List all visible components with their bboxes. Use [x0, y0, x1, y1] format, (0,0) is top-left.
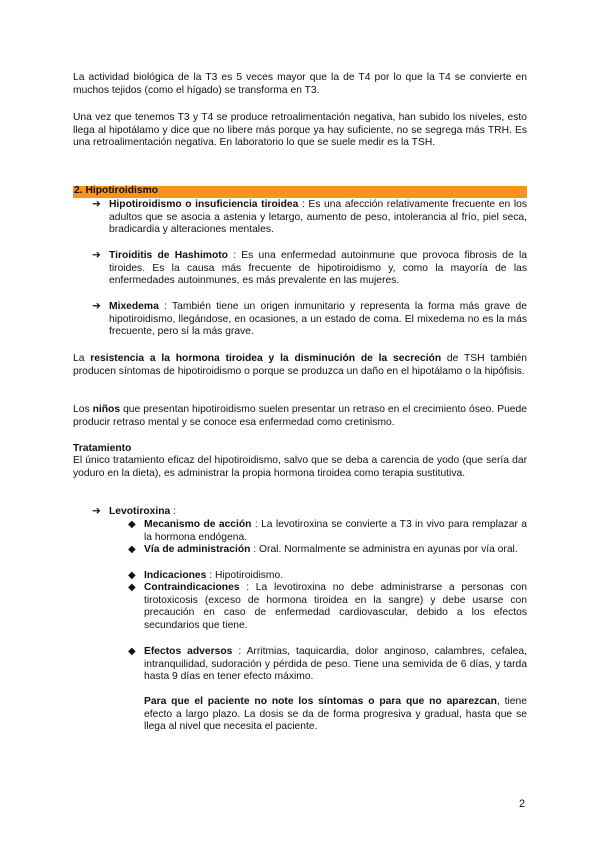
page-number: 2 [519, 798, 526, 810]
bullet-text: Indicaciones : Hipotiroidismo. [144, 570, 284, 581]
bullet-text: Efectos adversos : Arritmias, taquicardia, dolor anginoso, calambres, cefalea, intranquilidad, sudoración y pérdida de peso. Tiene una semivida de 6 días, y tarda hasta 9 días en tener efecto máximo. [144, 646, 527, 683]
arrow-icon: ➔ [92, 506, 101, 517]
bullet-item [128, 519, 527, 544]
diamond-bullet-icon: ◆ [128, 646, 136, 657]
resistencia-paragraph: La resistencia a la hormona tiroidea y la disminución de la secreción de TSH también producen síntomas de hipotiroidismo o porque se produzca un daño en el hipotálamo o la hipófisis. [73, 353, 527, 377]
bullet-item [128, 570, 527, 583]
tratamiento-paragraph: El único tratamiento eficaz del hipotiroidismo, salvo que se deba a carencia de yodo (que sería dar yoduro en la dieta), es administrar la propia hormona tiroidea como terapia sustitutiva. [73, 455, 527, 479]
list-item-text: Hipotiroidismo o insuficiencia tiroidea : Es una afección relativamente frecuente en los adultos que se asocia a astenia y letargo, aumento de peso, intolerancia al frío, piel seca, bradicardia y alteraciones mentales. [109, 199, 527, 236]
intro-paragraph-1: La actividad biológica de la T3 es 5 veces mayor que la de T4 por lo que la T4 se convierte en muchos tejidos (como el hígado) se transforma en T3. [73, 72, 527, 96]
arrow-icon: ➔ [92, 301, 101, 312]
list-item-text: Tiroiditis de Hashimoto : Es una enfermedad autoinmune que provoca fibrosis de la tiroides. Es la causa más frecuente de hipotiroidismo y, como la mayoría de las enfermedades autoinmunes, es más prevalente en las mujeres. [109, 250, 528, 287]
diamond-bullet-icon: ◆ [128, 582, 136, 593]
drug-item [92, 506, 527, 519]
list-item [92, 250, 527, 288]
note-paragraph: Para que el paciente no note los síntomas o para que no aparezcan, tiene efecto a largo plazo. La dosis se da de forma progresiva y gradual, hasta que se llega al nivel que necesita el paciente. [144, 696, 527, 733]
tratamiento-title: Tratamiento [73, 443, 132, 454]
bullet-item [128, 646, 527, 684]
arrow-icon: ➔ [92, 199, 101, 210]
bullet-text: Contraindicaciones : La levotiroxina no debe administrarse a personas con tirotoxicosis (exceso de hormona tiroidea en la sangre) y debe usarse con precaución en caso de enfermedad cardiovascular, debido a los efectos secundarios que tiene. [144, 582, 527, 631]
list-item [92, 301, 527, 339]
list-item-text: Mixedema : También tiene un origen inmunitario y representa la forma más grave de hipotiroidismo, llegándose, en ocasiones, a un estado de coma. El mixedema no es la más frecuente, pero sí la más grave. [109, 301, 527, 338]
bullet-text: Vía de administración : Oral. Normalmente se administra en ayunas por vía oral. [144, 544, 518, 555]
list-item [92, 199, 527, 237]
arrow-icon: ➔ [92, 250, 101, 261]
bullet-item [128, 544, 527, 557]
bullet-item [128, 582, 527, 632]
diamond-bullet-icon: ◆ [128, 570, 136, 581]
section-heading-text: 2. Hipotiroidismo [74, 185, 159, 196]
ninos-paragraph: Los niños que presentan hipotiroidismo suelen presentar un retraso en el crecimiento óseo. Puede producir retraso mental y se conoce esa enfermedad como cretinismo. [73, 404, 527, 428]
intro-paragraph-2: Una vez que tenemos T3 y T4 se produce retroalimentación negativa, han subido los niveles, esto llega al hipotálamo y dice que no libere más porque ya hay suficiente, no se segrega más TRH. Es una retroalimentación negativa. En laboratorio lo que se suele medir es la TSH. [73, 112, 527, 149]
drug-name: Levotiroxina : [109, 506, 176, 517]
bullet-text: Mecanismo de acción : La levotiroxina se convierte a T3 in vivo para remplazar a la hormona endógena. [144, 519, 527, 543]
diamond-bullet-icon: ◆ [128, 519, 136, 530]
diamond-bullet-icon: ◆ [128, 544, 136, 555]
section-heading [73, 186, 527, 198]
